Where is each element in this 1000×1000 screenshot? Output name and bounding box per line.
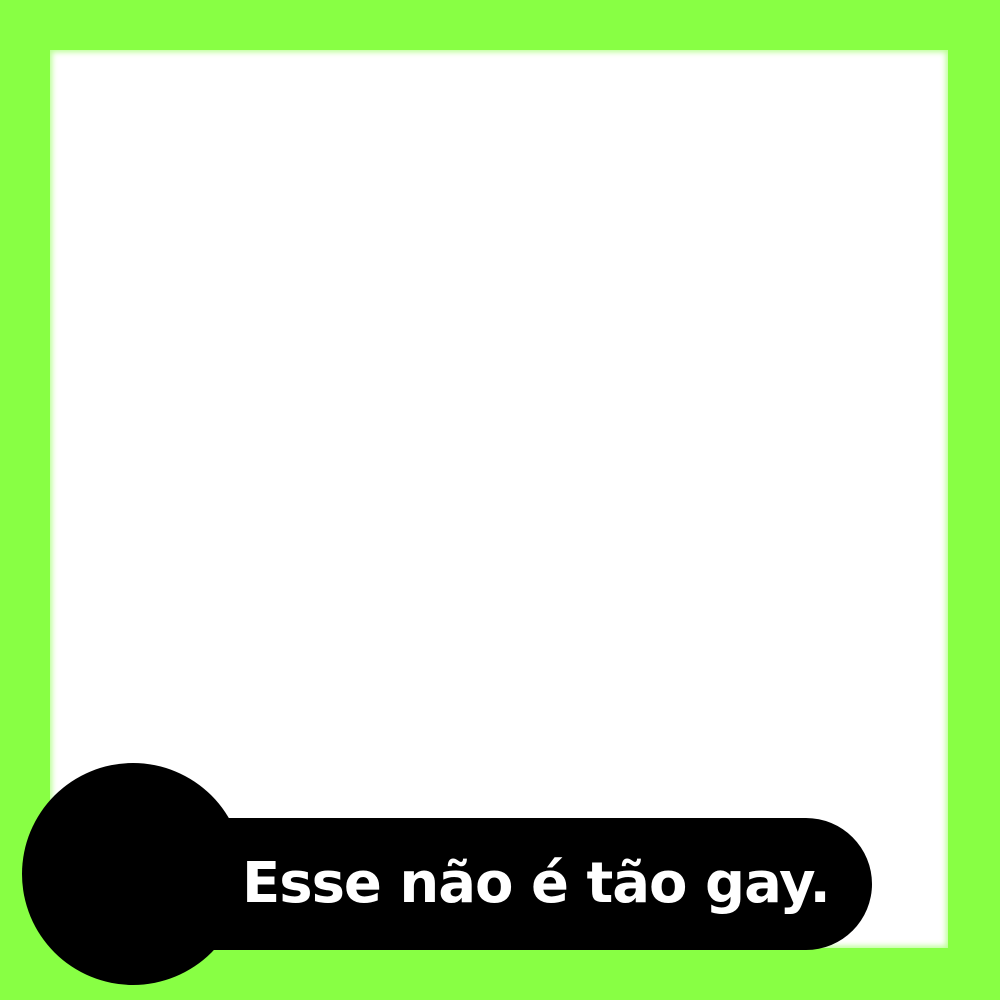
- caption-circle-badge: [22, 763, 244, 985]
- caption-text: Esse não é tão gay.: [242, 851, 830, 916]
